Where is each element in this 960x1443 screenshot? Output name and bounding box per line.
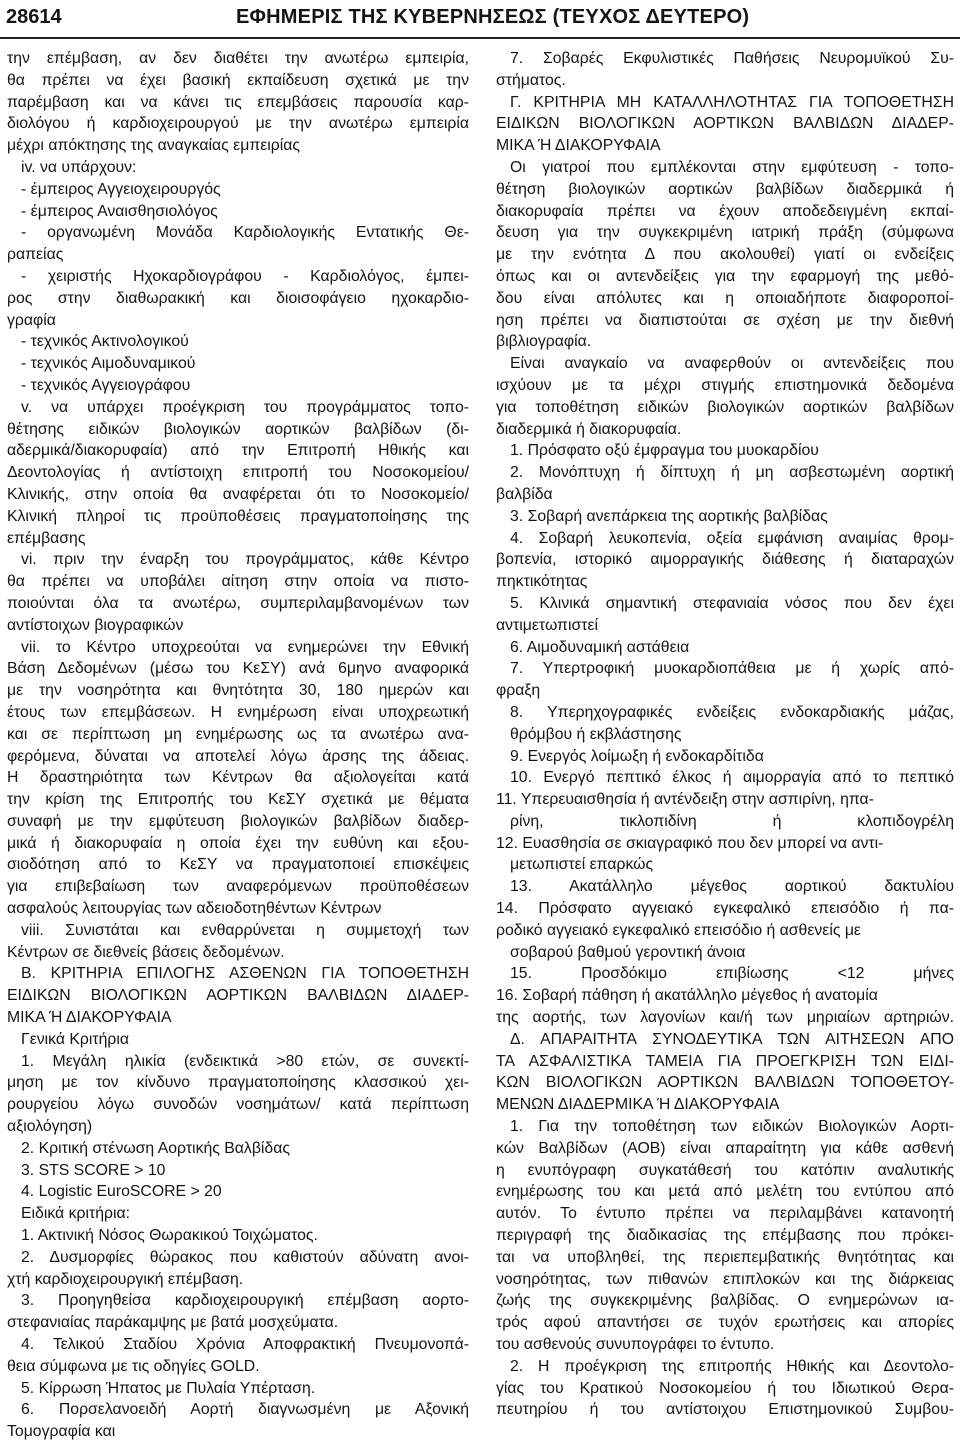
text-line: Κλινικής, στην οποία θα αναφέρεται ότι το Νοσοκομείο/ <box>7 485 469 503</box>
text-line: με την ενότητα Δ που ακολουθεί) γιατί οι ενδείξεις <box>496 246 954 264</box>
text-line: Δεοντολογίας ή αντίστοιχη επιτροπή του Νοσοκομείου/ <box>7 464 469 482</box>
text-line: 7. Σοβαρές Εκφυλιστικές Παθήσεις Νευρομυϊκού Συ- <box>510 50 954 67</box>
text-line: για επιβεβαίωση των αναφερόμενων προϋποθέσεων <box>7 878 469 896</box>
text-line: σιοδότηση από το ΚεΣΥ να πραγματοποιεί επισκέψεις <box>7 856 469 874</box>
text-line: 4. Τελικού Σταδίου Χρόνια Αποφρακτική Πνευμονοπά- <box>21 1336 469 1354</box>
text-line: 13. Ακατάλληλο μέγεθος αορτικού δακτυλίου <box>510 878 954 896</box>
text-line: ΚΩΝ ΒΙΟΛΟΓΙΚΩΝ ΑΟΡΤΙΚΩΝ ΒΑΛΒΙΔΩΝ ΤΟΠΟΘΕΤΟΥ- <box>496 1074 954 1092</box>
text-line: βιβλιογραφία. <box>496 333 592 351</box>
text-line: ΕΙΔΙΚΩΝ ΒΙΟΛΟΓΙΚΩΝ ΑΟΡΤΙΚΩΝ ΒΑΛΒΙΔΩΝ ΔΙΑΔΕΡ- <box>496 115 954 133</box>
text-line: χτή καρδιοχειρουργική επέμβαση. <box>7 1270 244 1288</box>
text-line: 7. Υπερτροφική μυοκαρδιοπάθεια με ή χωρίς από- <box>510 660 954 678</box>
text-line: - τεχνικός Ακτινολογικού <box>21 333 189 351</box>
text-line: 2. Κριτική στένωση Αορτικής Βαλβίδας <box>21 1139 290 1157</box>
text-line: ΜΕΝΩΝ ΔΙΑΔΕΡΜΙΚΑ Ή ΔΙΑΚΟΡΥΦΑΙΑ <box>496 1096 780 1114</box>
text-line: μετωπιστεί επαρκώς <box>510 856 654 874</box>
text-line: ισχύουν με τα μέχρι στιγμής επιστημονικά δεδομένα <box>496 376 954 394</box>
text-line: 5. Κλινικά σημαντική στεφανιαία νόσος που δεν έχει <box>510 594 954 612</box>
text-line: 4. Σοβαρή λευκοπενία, οξεία εμφάνιση αναιμίας θρομ- <box>510 529 954 547</box>
text-line: ζωής της συγκεκριμένης βαλβίδας. Ο ενημερώνων ια- <box>496 1292 954 1310</box>
text-line: Δ. ΑΠΑΡΑΙΤΗΤΑ ΣΥΝΟΔΕΥΤΙΚΑ ΤΩΝ ΑΙΤΗΣΕΩΝ ΑΠΟ <box>510 1030 954 1048</box>
text-line: με την νοσηρότητα και θνητότητα 30, 180 ημερών και <box>7 682 469 700</box>
text-line: θεια σύμφωνα με τις οδηγίες GOLD. <box>7 1357 260 1375</box>
text-line: 2. Μονόπτυχη ή δίπτυχη ή μη ασβεστωμένη αορτική <box>510 464 954 482</box>
text-line: όπως και οι αντενδείξεις για την εφαρμογή της μεθό- <box>496 267 954 285</box>
text-line: v. να υπάρχει προέγκριση του προγράμματος τοπο- <box>21 398 469 416</box>
text-line: ΕΙΔΙΚΩΝ ΒΙΟΛΟΓΙΚΩΝ ΑΟΡΤΙΚΩΝ ΒΑΛΒΙΔΩΝ ΔΙΑΔΕΡ- <box>7 987 469 1005</box>
text-line: περιγραφή της διαδικασίας της επέμβασης που πρόκει- <box>496 1227 954 1245</box>
text-line: αδερμικά/διακορυφαία) από την Επιτροπή Ηθικής και <box>7 442 469 460</box>
text-line: 1. Μεγάλη ηλικία (ενδεικτικά >80 ετών, σε συνεκτί- <box>21 1052 469 1070</box>
text-line: Γενικά Κριτήρια <box>21 1030 130 1048</box>
text-line: 14. Πρόσφατο αγγειακό εγκεφαλικό επεισόδιο ή πα- <box>496 900 954 918</box>
text-line: Γ. ΚΡΙΤΗΡΙΑ ΜΗ ΚΑΤΑΛΛΗΛΟΤΗΤΑΣ ΓΙΑ ΤΟΠΟΘΕΤΗΣΗ <box>510 93 954 111</box>
text-line: ται να υποβληθεί, της περιεπεμβατικής θνητότητας και <box>496 1248 954 1266</box>
text-line: αντίστοιχων βιογραφικών <box>7 616 184 634</box>
text-line: Β. ΚΡΙΤΗΡΙΑ ΕΠΙΛΟΓΗΣ ΑΣΘΕΝΩΝ ΓΙΑ ΤΟΠΟΘΕΤΗΣΗ <box>21 965 469 983</box>
text-line: δου είναι απόλυτες και η οποιαδήποτε διαφοροποί- <box>496 289 954 307</box>
text-line: 3. STS SCORE > 10 <box>21 1161 166 1179</box>
text-line: για τοποθέτηση ειδικών βιολογικών αορτικών βαλβίδων <box>496 398 954 416</box>
text-line: και σε περίπτωση μη ενημέρωσης ως τα ανωτέρω ανα- <box>7 725 469 743</box>
text-line: φραξη <box>496 682 541 700</box>
text-line: ΜΙΚΑ Ή ΔΙΑΚΟΡΥΦΑΙΑ <box>496 137 661 155</box>
text-line: ροδικό αγγειακό εγκεφαλικό επεισόδιο ή ασθενείς με <box>496 921 861 939</box>
text-line: Βάση Δεδομένων (μέσω του ΚεΣΥ) ανά 6μηνο αναφορικά <box>7 660 469 678</box>
text-line: επέμβασης <box>7 529 86 547</box>
text-line: διαδερμικά ή διακορυφαία. <box>496 420 682 438</box>
text-line: έτους των επεμβάσεων. Η ενημέρωση είναι υποχρεωτική <box>7 703 469 721</box>
text-line: πευτηρίου ή του αντίστοιχου Επιστημονικού Συμβου- <box>496 1401 954 1419</box>
text-line: φερόμενα, δύναται να αποτελεί λόγω άρσης της άδειας. <box>7 747 469 765</box>
text-line: θρόμβου ή εκβλάστησης <box>510 725 682 743</box>
text-line: 1. Ακτινική Νόσος Θωρακικού Τοιχώματος. <box>21 1227 318 1245</box>
text-line: 16. Σοβαρή πάθηση ή ακατάλληλο μέγεθος ή ανατομία <box>496 987 878 1005</box>
text-line: βοπενία, ιστορικό αιμορραγικής διάθεσης ή διαταραχών <box>496 551 954 569</box>
text-line: - τεχνικός Αγγειογράφου <box>21 376 191 394</box>
text-line: Είναι αναγκαίο να αναφερθούν οι αντενδείξεις που <box>510 355 954 373</box>
text-line: διολόγου ή καρδιοχειρουργού με την ανωτέρω εμπειρία <box>7 115 469 133</box>
text-line: 1. Για την τοποθέτηση των ειδικών Βιολογικών Αορτι- <box>510 1118 954 1136</box>
text-line: της αορτής, των λαγονίων και/ή των μηριαίων αρτηριών. <box>496 1009 954 1027</box>
text-line: Κλινική πληροί τις προϋποθέσεις πραγματοποίησης της <box>7 507 469 525</box>
text-line: αυτόν. Το έντυπο πρέπει να περιλαμβάνει κατανοητή <box>496 1205 954 1223</box>
text-line: ποιούνται όλα τα ανωτέρω, συμπεριλαμβανομένων των <box>7 594 469 612</box>
text-line: γραφία <box>7 311 56 329</box>
text-line: vii. το Κέντρο υποχρεούται να ενημερώνει την Εθνική <box>21 638 469 656</box>
text-line: ΤΑ ΑΣΦΑΛΙΣΤΙΚΑ ΤΑΜΕΙΑ ΓΙΑ ΠΡΟΕΓΚΡΙΣΗ ΤΩΝ ΕΙΔΙ- <box>496 1052 954 1070</box>
text-line: Τομογραφία και <box>7 1423 116 1441</box>
text-line: του ασθενούς συνυπογράφει το έντυπο. <box>496 1336 775 1354</box>
text-line: Κέντρων σε διεθνείς βάσεις δεδομένων. <box>7 943 285 961</box>
text-line: - τεχνικός Αιμοδυναμικού <box>21 355 196 373</box>
text-line: 2. Η προέγκριση της επιτροπής Ηθικής και Δεοντολο- <box>510 1357 954 1375</box>
text-line: vi. πριν την έναρξη του προγράμματος, κάθε Κέντρο <box>21 551 469 569</box>
text-line: 6. Πορσελανοειδή Αορτή διαγνωσμένη με Αξονική <box>21 1401 469 1419</box>
text-line: - έμπειρος Αναισθησιολόγος <box>21 202 218 220</box>
text-line: - έμπειρος Αγγειοχειρουργός <box>21 180 221 198</box>
text-line: 12. Ευασθησία σε σκιαγραφικό που δεν μπορεί να αντι- <box>496 834 884 852</box>
text-line: 11. Υπερευαισθησία ή αντένδειξη στην ασπιρίνη, ηπα- <box>496 791 874 809</box>
text-line: βαλβίδα <box>496 485 553 503</box>
text-line: η ενυπόγραφη συγκατάθεσή του κατόπιν αναλυτικής <box>496 1161 954 1179</box>
text-line: θέτηση βιολογικών αορτικών βαλβίδων διαδερμικά ή <box>496 180 954 198</box>
text-line: 3. Σοβαρή ανεπάρκεια της αορτικής βαλβίδας <box>510 507 828 525</box>
text-line: κών Βαλβίδων (ΑΟΒ) είναι απαραίτητη για κάθε ασθενή <box>496 1139 954 1157</box>
text-line: θα πρέπει να έχει βασική εκπαίδευση σχετικά με την <box>7 71 469 89</box>
text-line: 9. Ενεργός λοίμωξη ή ενδοκαρδίτιδα <box>510 747 764 765</box>
text-line: 8. Υπερηχογραφικές ενδείξεις ενδοκαρδιακής μάζας, <box>510 703 954 721</box>
text-line: θα πρέπει να υποβάλει αίτηση στην οποία να πιστο- <box>7 573 469 591</box>
right-column <box>496 48 954 1421</box>
text-line: iv. να υπάρχουν: <box>21 158 137 176</box>
text-line: 5. Κίρρωση Ήπατος με Πυλαία Υπέρταση. <box>21 1379 316 1397</box>
text-line: 4. Logistic EuroSCORE > 20 <box>21 1183 222 1201</box>
text-line: 1. Πρόσφατο οξύ έμφραγμα του μυοκαρδίου <box>510 442 819 460</box>
journal-title: ΕΦΗΜΕΡΙΣ ΤΗΣ ΚΥΒΕΡΝΗΣΕΩΣ (ΤΕΥΧΟΣ ΔΕΥΤΕΡΟ) <box>236 6 750 28</box>
text-line: αντιμετωπιστεί <box>496 616 599 634</box>
text-line: τρός αφού απαντήσει σε τυχόν ερωτήσεις και απορίες <box>496 1314 954 1332</box>
text-line: Η δραστηριότητα των Κέντρων θα αξιολογείται κατά <box>7 769 469 787</box>
text-line: - οργανωμένη Μονάδα Καρδιολογικής Εντατικής Θε- <box>21 224 469 242</box>
left-column <box>7 48 469 1443</box>
text-line: θέτησης ειδικών βιολογικών αορτικών βαλβίδων (δι- <box>7 420 469 438</box>
text-line: ραπείας <box>7 246 64 264</box>
text-line: 2. Δυσμορφίες θώρακος που καθιστούν αδύνατη ανοι- <box>21 1248 469 1266</box>
header-rule <box>0 37 960 39</box>
text-line: αξιολόγηση) <box>7 1118 93 1136</box>
text-line: δευση για την συγκεκριμένη ιατρική πράξη (σύμφωνα <box>496 224 954 242</box>
text-line: ΜΙΚΑ Ή ΔΙΑΚΟΡΥΦΑΙΑ <box>7 1009 172 1027</box>
text-line: νοσηρότητας, των πιθανών επιπλοκών και της διάρκειας <box>496 1270 954 1288</box>
text-line: Ειδικά κριτήρια: <box>21 1205 131 1223</box>
text-line: ενημέρωσης του και μετά από μελέτη του εντύπου από <box>496 1183 954 1201</box>
text-line: - χειριστής Ηχοκαρδιογράφου - Καρδιολόγος, έμπει- <box>21 267 469 285</box>
text-line: ηση πρέπει να διαπιστούται σε σχέση με την διεθνή <box>496 311 954 329</box>
text-line: 15. Προσδόκιμο επιβίωσης <12 μήνες <box>510 965 954 983</box>
text-line: στεφανιαίας παράκαμψης με βατά μοσχεύματα. <box>7 1314 339 1332</box>
text-line: στήματος. <box>496 71 566 89</box>
page-header <box>0 0 960 40</box>
page-number: 28614 <box>6 6 62 28</box>
text-line: γίας του Κρατικού Νοσοκομείου ή του Ιδιωτικού Θερα- <box>496 1379 954 1397</box>
text-line: σοβαρού βαθμού γεροντική άνοια <box>510 943 746 961</box>
text-line: διακορυφαία πρέπει να έχουν αποδεδειγμένη εκπαί- <box>496 202 954 220</box>
text-line: την κρίση της Επιτροπής του ΚεΣΥ σχετικά με θέματα <box>7 791 469 809</box>
text-line: ρίνη, τικλοπιδίνη ή κλοπιδογρέλη <box>510 812 954 830</box>
text-line: Οι γιατροί που εμπλέκονται στην εμφύτευση - τοπο- <box>510 158 954 176</box>
text-line: ασφαλούς λειτουργίας των αδειοδοτηθέντων Κέντρων <box>7 900 382 918</box>
text-line: μικά ή διακορυφαία η οποία έχει την ευθύνη και εξου- <box>7 834 469 852</box>
text-line: μέχρι απόκτησης της αναγκαίας εμπειρίας <box>7 137 301 155</box>
text-line: μηση με τον κίνδυνο πραγματοποίησης κλασσικού χει- <box>7 1074 469 1092</box>
text-line: ρουργείου λόγω συνοδών νοσημάτων/ κατά περίπτωση <box>7 1096 469 1114</box>
text-line: συναφή με την εμφύτευση βιολογικών βαλβίδων διαδερ- <box>7 812 469 830</box>
text-line: viii. Συνιστάται και ενθαρρύνεται η συμμετοχή των <box>21 921 469 939</box>
text-line: 6. Αιμοδυναμική αστάθεια <box>510 638 690 656</box>
text-line: παρέμβαση και να κάνει τις επεμβάσεις παρουσία καρ- <box>7 93 469 111</box>
text-line: 3. Προηγηθείσα καρδιοχειρουργική επέμβαση αορτο- <box>21 1292 469 1310</box>
text-line: 10. Ενεργό πεπτικό έλκος ή αιμορραγία από το πεπτικό <box>510 769 954 787</box>
text-line: πηκτικότητας <box>496 573 588 591</box>
text-line: ρος στην διαθωρακική και διοισοφάγειο ηχοκαρδιο- <box>7 289 469 307</box>
text-line: την επέμβαση, αν δεν διαθέτει την ανωτέρω εμπειρία, <box>7 50 469 67</box>
